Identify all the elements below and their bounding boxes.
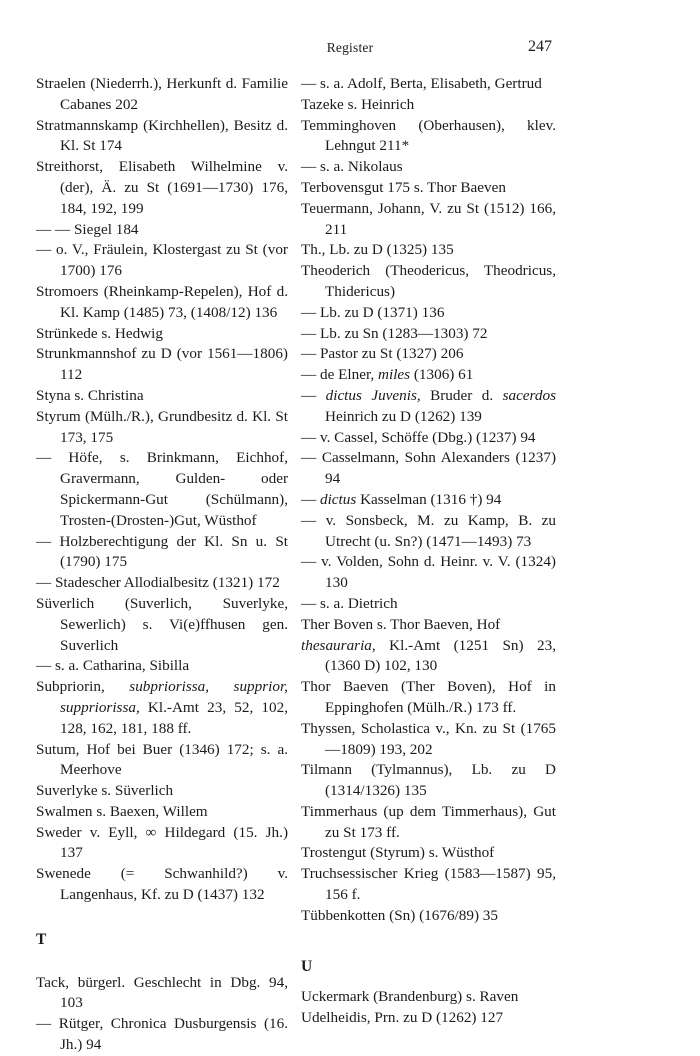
left-column [36, 74, 288, 1056]
index-entry: Stratmannskamp (Kirchhellen), Besitz d. Kl. St 174 [36, 116, 288, 155]
index-entry: Thyssen, Scholastica v., Kn. zu St (1765—1809) 193, 202 [301, 719, 556, 758]
index-entry: Süverlich (Suverlich, Suverlyke, Sewerlich) s. Vi(e)ffhusen gen. Suverlich [36, 594, 288, 654]
index-entry: — de Elner, miles (1306) 61 [301, 366, 474, 384]
index-entry: — s. a. Nikolaus [301, 158, 403, 176]
index-entry: — v. Cassel, Schöffe (Dbg.) (1237) 94 [301, 428, 536, 446]
index-entry: Swalmen s. Baexen, Willem [36, 802, 208, 820]
index-entry: — Lb. zu D (1371) 136 [301, 303, 445, 321]
index-entries-u [301, 987, 556, 1029]
section-letter-t: T [36, 930, 47, 948]
index-entry: Terbovensgut 175 s. Thor Baeven [301, 178, 506, 196]
index-entry: Subpriorin, subpriorissa, supprior, suppriorissa, Kl.-Amt 23, 52, 102, 128, 162, 181, 188 ff. [36, 678, 288, 737]
index-entry: — dictus Juvenis, Bruder d. sacerdos Heinrich zu D (1262) 139 [301, 386, 556, 425]
index-entry: Trostengut (Styrum) s. Wüsthof [301, 844, 495, 862]
right-column [301, 74, 556, 1029]
index-entry: Thor Baeven (Ther Boven), Hof in Eppinghofen (Mülh./R.) 173 ff. [301, 678, 556, 716]
index-entry: Ther Boven s. Thor Baeven, Hof [301, 615, 501, 633]
index-entry: Styrum (Mülh./R.), Grundbesitz d. Kl. St 173, 175 [36, 407, 288, 446]
index-entries-t [36, 973, 288, 1056]
index-entry: Straelen (Niederrh.), Herkunft d. Familie Cabanes 202 [36, 75, 288, 113]
index-entry: Strünkede s. Hedwig [36, 324, 163, 342]
index-entry: — — Siegel 184 [36, 220, 139, 238]
index-entry: Tilmann (Tylmannus), Lb. zu D (1314/1326) 135 [301, 761, 556, 800]
index-entry: — Lb. zu Sn (1283—1303) 72 [301, 324, 488, 342]
index-entry: Tübbenkotten (Sn) (1676/89) 35 [301, 906, 498, 924]
index-entry: — s. a. Adolf, Berta, Elisabeth, Gertrud [301, 75, 542, 92]
index-entry: Timmerhaus (up dem Timmerhaus), Gut zu St 173 ff. [301, 802, 556, 841]
index-entry: Truchsessischer Krieg (1583—1587) 95, 156 f. [301, 865, 556, 904]
index-entry: Teuermann, Johann, V. zu St (1512) 166, 211 [301, 199, 556, 238]
index-entry: Styna s. Christina [36, 386, 144, 404]
index-entry: Suverlyke s. Süverlich [36, 782, 174, 800]
index-entry: — s. a. Dietrich [301, 594, 398, 612]
index-entry: Udelheidis, Prn. zu D (1262) 127 [301, 1009, 504, 1027]
index-entry: Strunkmannshof zu D (vor 1561—1806) 112 [36, 345, 288, 384]
index-entry: — v. Sonsbeck, M. zu Kamp, B. zu Utrecht (u. Sn?) (1471—1493) 73 [301, 511, 556, 550]
index-entries-s [36, 74, 288, 906]
index-entry: — Casselmann, Sohn Alexanders (1237) 94 [301, 449, 556, 488]
index-entry: Stromoers (Rheinkamp-Repelen), Hof d. Kl. Kamp (1485) 73, (1408/12) 136 [36, 282, 288, 321]
index-entry: — Holzberechtigung der Kl. Sn u. St (1790) 175 [36, 532, 288, 571]
index-entry: Streithorst, Elisabeth Wilhelmine v. (der), Ä. zu St (1691—1730) 176, 184, 192, 199 [36, 158, 288, 217]
index-entry: Theoderich (Theodericus, Theodricus, Thidericus) [301, 262, 556, 300]
index-entry: — o. V., Fräulein, Klostergast zu St (vor 1700) 176 [36, 241, 288, 280]
running-head: Register [326, 40, 374, 55]
index-entry: — Höfe, s. Brinkmann, Eichhof, Gravermann, Gulden- oder Spickermann-Gut (Schülmann), Trosten-(Drosten-)Gut, Wüsthof [36, 449, 288, 529]
index-entry: — Pastor zu St (1327) 206 [301, 345, 464, 363]
index-entry: — Rütger, Chronica Dusburgensis (16. Jh.) 94 [36, 1015, 288, 1054]
index-entry: — s. a. Catharina, Sibilla [36, 657, 190, 675]
index-entries-t-continued [301, 74, 556, 927]
index-entry: Tazeke s. Heinrich [301, 95, 415, 113]
index-entry: — v. Volden, Sohn d. Heinr. v. V. (1324) 130 [301, 553, 556, 592]
index-entry: — dictus Kasselman (1316 †) 94 [301, 490, 502, 508]
index-entry: Th., Lb. zu D (1325) 135 [301, 241, 454, 259]
index-entry: thesauraria, Kl.-Amt (1251 Sn) 23, (1360 D) 102, 130 [301, 636, 556, 675]
index-entry: Temminghoven (Oberhausen), klev. Lehngut 211* [301, 116, 556, 155]
index-entry: Tack, bürgerl. Geschlecht in Dbg. 94, 103 [36, 973, 288, 1012]
index-entry: Swenede (= Schwanhild?) v. Langenhaus, Kf. zu D (1437) 132 [36, 865, 288, 904]
index-entry: Uckermark (Brandenburg) s. Raven [301, 988, 519, 1006]
page-number: 247 [528, 38, 552, 55]
index-entry: Sutum, Hof bei Buer (1346) 172; s. a. Meerhove [36, 740, 288, 779]
index-entry: — Stadescher Allodialbesitz (1321) 172 [36, 574, 280, 592]
section-letter-u: U [301, 957, 313, 975]
index-entry: Sweder v. Eyll, ∞ Hildegard (15. Jh.) 137 [36, 823, 288, 862]
